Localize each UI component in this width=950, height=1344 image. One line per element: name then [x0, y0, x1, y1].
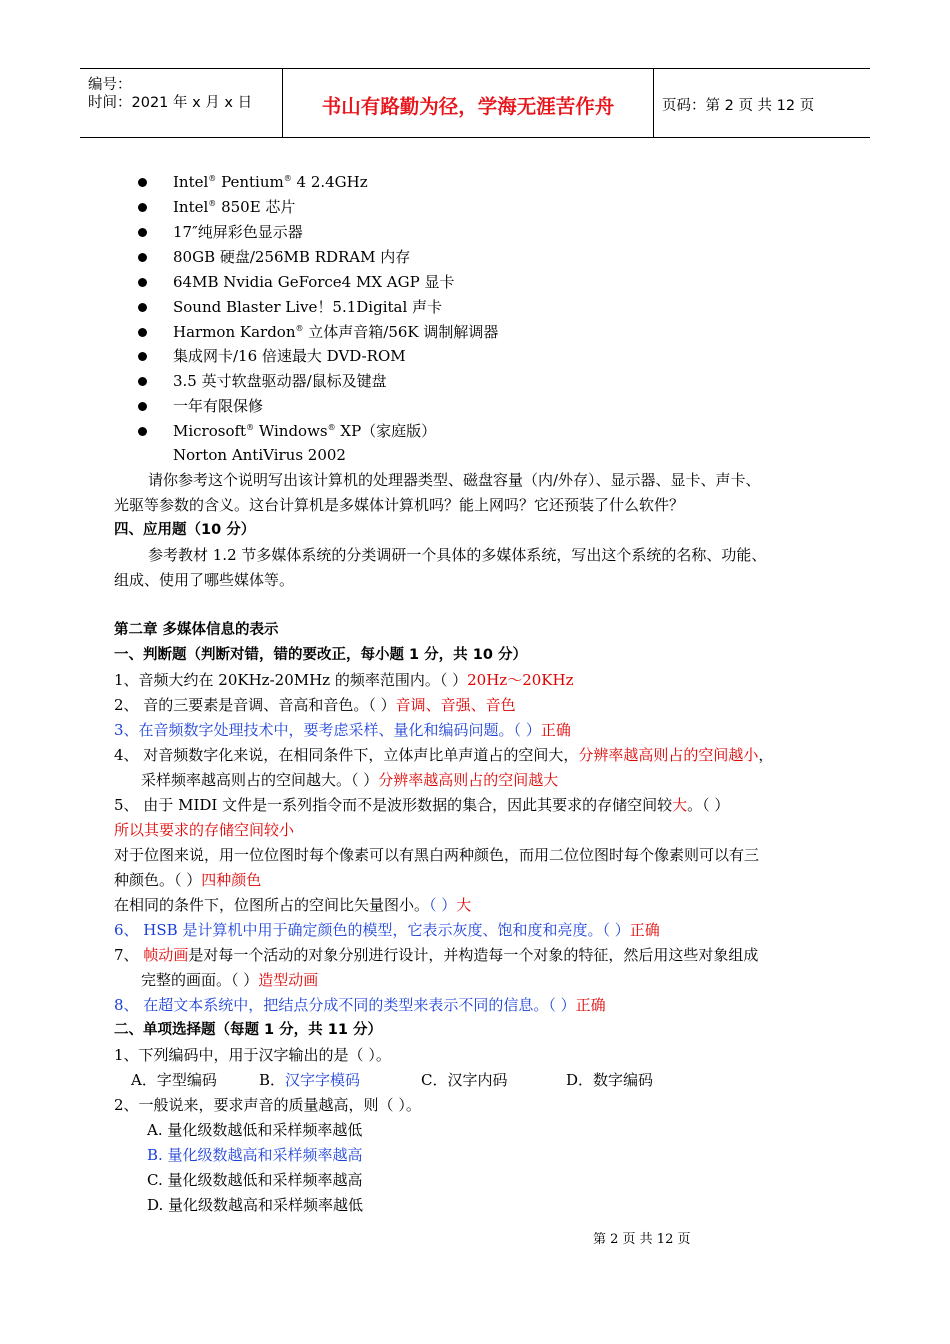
answer-text: 分辨率越高则占的空间越大: [378, 771, 559, 789]
choice-option: A. 量化级数越低和采样频率越低: [147, 1121, 363, 1139]
choice-option: C．汉字内码: [421, 1071, 508, 1089]
spec-item: 3.5 英寸软盘驱动器/鼠标及键盘: [173, 372, 387, 390]
spec-item: 一年有限保修: [173, 397, 264, 415]
section-title: 四、应用题（10 分）: [114, 522, 256, 538]
answer-text: 音调、音强、音色: [395, 696, 516, 714]
answer-text: 20Hz～20KHz: [467, 671, 574, 689]
chapter-title: 第二章 多媒体信息的表示: [114, 622, 279, 638]
spec-item: Intel® Pentium® 4 2.4GHz: [173, 173, 368, 191]
spec-item: Harmon Kardon® 立体声音箱/56K 调制解调器: [173, 323, 499, 341]
document-number: 编号：: [88, 77, 132, 93]
header-info-cell: [80, 69, 283, 137]
choice-option: D．数字编码: [566, 1071, 654, 1089]
spec-item: 17″纯屏彩色显示器: [173, 223, 303, 241]
spec-item: Sound Blaster Live！5.1Digital 声卡: [173, 298, 443, 316]
section-text: 组成、使用了哪些媒体等。: [114, 571, 295, 589]
question-item: 4、 对音频数字化来说，在相同条件下，立体声比单声道占的空间大，分辨率越高则占的空间越小，: [114, 746, 774, 764]
answer-text: 造型动画: [258, 971, 319, 989]
bullet-icon: [138, 377, 147, 386]
bullet-icon: [138, 328, 147, 337]
bullet-icon: [138, 253, 147, 262]
choice-option: C. 量化级数越低和采样频率越高: [147, 1171, 363, 1189]
answer-text: 正确: [575, 996, 606, 1014]
answer-text: 分辨率越高则占的空间越小: [578, 746, 759, 764]
section-title: 一、判断题（判断对错，错的要改正，每小题 1 分，共 10 分）: [114, 647, 527, 663]
header-motto: 书山有路勤为径，学海无涯苦作舟: [321, 95, 615, 118]
spec-item: 80GB 硬盘/256MB RDRAM 内存: [173, 248, 411, 266]
question-item: 6、 HSB 是计算机中用于确定颜色的模型，它表示灰度、饱和度和亮度。（ ）正确: [114, 921, 660, 939]
spec-item: 64MB Nvidia GeForce4 MX AGP 显卡: [173, 273, 455, 291]
bullet-icon: [138, 427, 147, 436]
spec-item: Intel® 850E 芯片: [173, 198, 296, 216]
answer-text: 四种颜色: [201, 871, 262, 889]
question-item: 种颜色。（ ）四种颜色: [114, 871, 262, 889]
answer-text: 大: [456, 896, 472, 914]
bullet-icon: [138, 402, 147, 411]
header-motto-cell: [283, 69, 654, 137]
question-item: 3、在音频数字处理技术中，要考虑采样、量化和编码问题。（ ）正确: [114, 721, 571, 739]
answer-text: 所以其要求的存储空间较小: [114, 821, 295, 839]
question-item: 采样频率越高则占的空间越大。（ ）分辨率越高则占的空间越大: [141, 771, 559, 789]
choice-option: A．字型编码: [131, 1071, 217, 1089]
question-item: 1、音频大约在 20KHz-20MHz 的频率范围内。（ ）20Hz～20KHz: [114, 671, 574, 689]
bullet-icon: [138, 228, 147, 237]
section-text: 参考教材 1.2 节多媒体系统的分类调研一个具体的多媒体系统，写出这个系统的名称、功能、: [148, 546, 767, 564]
question-item: 2、 音的三要素是音调、音高和音色。（ ）音调、音强、音色: [114, 696, 516, 714]
question-item: 完整的画面。（ ）造型动画: [141, 971, 319, 989]
bullet-icon: [138, 303, 147, 312]
bullet-icon: [138, 278, 147, 287]
question-item: 2、一般说来，要求声音的质量越高，则（ ）。: [114, 1096, 421, 1114]
question-item: 5、 由于 MIDI 文件是一系列指令而不是波形数据的集合，因此其要求的存储空间较大。（ ）: [114, 796, 730, 814]
question-item: 7、 帧动画是对每一个活动的对象分别进行设计，并构造每一个对象的特征，然后用这些对象组成: [114, 946, 759, 964]
bullet-icon: [138, 352, 147, 361]
choice-option: D. 量化级数越高和采样频率越低: [147, 1196, 364, 1214]
page-footer: 第 2 页 共 12 页: [593, 1232, 691, 1247]
document-time: 时间：2021 年 x 月 x 日: [88, 95, 253, 111]
bullet-icon: [138, 178, 147, 187]
answer-text: 正确: [629, 921, 660, 939]
spec-item-extra: Norton AntiVirus 2002: [173, 446, 346, 464]
header-page-cell: [654, 69, 870, 137]
question-item: 在相同的条件下，位图所占的空间比矢量图小。（ ）大: [114, 896, 472, 914]
question-line: 请你参考这个说明写出该计算机的处理器类型、磁盘容量（内/外存）、显示器、显卡、声卡、: [148, 471, 761, 489]
section-title: 二、单项选择题（每题 1 分，共 11 分）: [114, 1022, 382, 1038]
spec-item: Microsoft® Windows® XP（家庭版）: [173, 422, 437, 440]
question-line: 光驱等参数的含义。这台计算机是多媒体计算机吗？能上网吗？它还预装了什么软件？: [114, 496, 685, 514]
bullet-icon: [138, 203, 147, 212]
choice-option: B. 量化级数越高和采样频率越高: [147, 1146, 363, 1164]
question-item: 对于位图来说，用一位位图时每个像素可以有黑白两种颜色，而用二位位图时每个像素则可以有三: [114, 846, 760, 864]
page-header: [80, 68, 870, 138]
header-page-number: 页码：第 2 页 共 12 页: [662, 98, 815, 114]
choice-option: B．汉字字模码: [259, 1071, 361, 1089]
question-item: 1、下列编码中，用于汉字输出的是（ ）。: [114, 1046, 391, 1064]
question-item: 8、 在超文本系统中，把结点分成不同的类型来表示不同的信息。（ ）正确: [114, 996, 606, 1014]
answer-text: 正确: [540, 721, 571, 739]
spec-item: 集成网卡/16 倍速最大 DVD-ROM: [173, 347, 406, 365]
